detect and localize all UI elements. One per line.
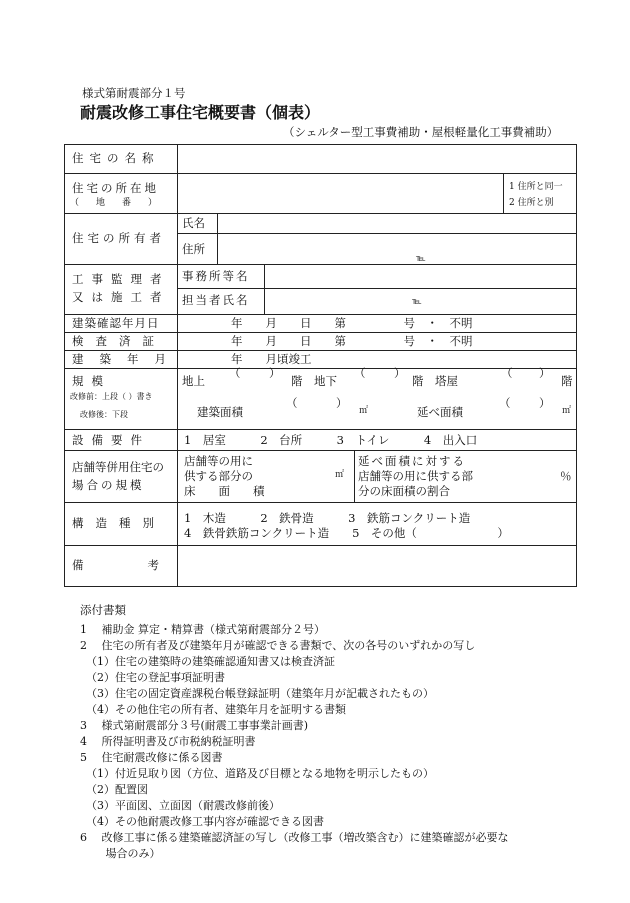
paren-open: （ [354,366,366,380]
row-divider [64,314,577,315]
shop-part-line-3: 床 面 積 [184,484,265,498]
list-item: （3）平面図、立面図（耐震改修前後） [86,799,280,812]
structure-options-line-2[interactable]: 4 鉄骨鉄筋コンクリート造 5 その他（ ） [184,526,509,540]
house-name-label: 住宅の名称 [72,151,160,165]
ratio-line-2: 店舗等の用に供する部 [358,469,473,483]
floors-underground-label: 階 地下 [291,374,337,388]
structure-label: 構造種別 [72,516,166,530]
paren-close: ） [269,366,281,380]
scale-note-before: 改修前：上段（ ）書き [70,392,153,401]
supervisor-label-2: 又は施工者 [72,290,170,304]
paren-close: ） [539,396,551,410]
structure-options-line-1[interactable]: 1 木造 2 鉄骨造 3 鉄筋コンクリート造 [184,511,471,525]
shop-subdivider [354,450,355,502]
owner-name-label: 氏名 [182,216,205,230]
location-option-same[interactable]: 1 住所と同一 [509,182,563,192]
document-title: 耐震改修工事住宅概要書（個表） [80,103,321,122]
owner-address-label: 住所 [182,242,205,256]
row-divider [64,350,577,351]
floors-penthouse-label: 階 塔屋 [412,374,458,388]
list-item: （2）住宅の登記事項証明書 [86,671,225,684]
paren-close: ） [539,366,551,380]
paren-open: （ [501,366,513,380]
shop-label-1: 店舗等併用住宅の [72,460,164,474]
supervisor-label-1: 工事監理者 [72,272,170,286]
list-item: 1 補助金 算定・精算書（様式第耐震部分２号） [80,623,325,636]
paren-close: ） [394,366,406,380]
sqm-unit: ㎡ [335,470,345,480]
location-sub-label: （ 地 番 ） [70,198,162,208]
inspection-label: 検査済証 [72,334,166,348]
list-item: 3 様式第耐震部分３号(耐震工事事業計画書) [80,719,309,732]
list-item: （1）付近見取り図（方位、道路及び目標となる地物を明示したもの） [86,767,434,780]
list-item: 6 改修工事に係る建築確認済証の写し（改修工事（増改築含む）に建築確認が必要な [80,831,509,844]
building-area-label: 建築面積 [197,405,243,419]
equipment-value[interactable]: 1 居室 2 台所 3 トイレ 4 出入口 [184,433,478,447]
row-divider [64,332,577,333]
table-border-left [64,144,65,587]
location-option-different[interactable]: 2 住所と別 [509,198,554,208]
form-number: 様式第耐震部分１号 [82,86,186,100]
ratio-line-1: 延べ面積に対する [358,454,466,468]
list-item: 4 所得証明書及び市税納税証明書 [80,735,256,748]
row-divider [64,264,577,265]
person-name-label: 担当者氏名 [182,293,250,307]
row-divider [177,288,577,289]
list-item: （2）配置図 [86,783,148,796]
supervisor-tel-mark: ℡ [412,297,422,307]
sqm-unit: ㎡ [562,406,572,416]
row-divider [64,213,577,214]
attachments-title: 添付書類 [80,603,126,617]
row-divider [64,502,577,503]
inspection-value[interactable]: 年 月 日 第 号 ・ 不明 [231,334,473,348]
row-divider [64,173,577,174]
list-item: 2 住宅の所有者及び建築年月が確認できる書類で、次の各号のいずれかの写し [80,639,476,652]
scale-label: 規模 [72,374,111,388]
list-item: （4）その他住宅の所有者、建築年月を証明する書類 [86,703,346,716]
paren-open: （ [229,366,241,380]
house-summary-table [64,144,577,587]
row-divider [64,545,577,546]
row-divider [64,429,577,430]
table-border-top [64,144,577,145]
confirm-date-label: 建築確認年月日 [72,316,160,330]
owner-label: 住宅の所有者 [72,231,165,245]
shop-part-line-2: 供する部分の [184,469,253,483]
supervisor-subdivider [264,264,265,314]
table-border-bottom [64,586,577,587]
row-divider [64,450,577,451]
owner-tel-mark: ℡ [416,254,426,264]
row-divider [177,233,577,234]
ratio-line-3: 分の床面積の割合 [358,484,450,498]
confirm-date-value[interactable]: 年 月 日 第 号 ・ 不明 [231,316,473,330]
above-ground-label: 地上 [182,374,205,388]
list-item: （1）住宅の建築時の建築確認通知書又は検査済証 [86,655,335,668]
list-item: （4）その他耐震改修工事内容が確認できる図書 [86,815,324,828]
percent-unit: ％ [560,469,572,483]
built-year-label: 建築年月 [72,352,182,366]
sqm-unit: ㎡ [359,406,369,416]
equipment-label: 設備要件 [72,433,150,447]
floor-unit: 階 [561,374,573,388]
total-floor-area-label: 延べ面積 [417,405,463,419]
owner-subdivider [217,213,218,264]
built-year-value[interactable]: 年 月頃竣工 [231,352,312,366]
document-subtitle: （シェルター型工事費補助・屋根軽量化工事費補助） [283,125,559,139]
remarks-label: 備考 [72,558,223,572]
paren-open: （ [286,396,298,410]
paren-close: ） [336,396,348,410]
list-item: （3）住宅の固定資産課税台帳登録証明（建築年月が記載されたもの） [86,687,434,700]
list-item: 場合のみ） [80,847,161,860]
shop-label-2: 場合の規模 [72,478,145,492]
location-label: 住宅の所在地 [72,181,159,195]
scale-note-after: 改修後：下段 [80,410,128,419]
office-name-label: 事務所等名 [182,269,250,283]
list-item: 5 住宅耐震改修に係る図書 [80,751,223,764]
shop-part-line-1: 店舗等の用に [184,454,253,468]
paren-open: （ [499,396,511,410]
table-border-right [576,144,577,587]
location-option-divider [503,173,504,213]
